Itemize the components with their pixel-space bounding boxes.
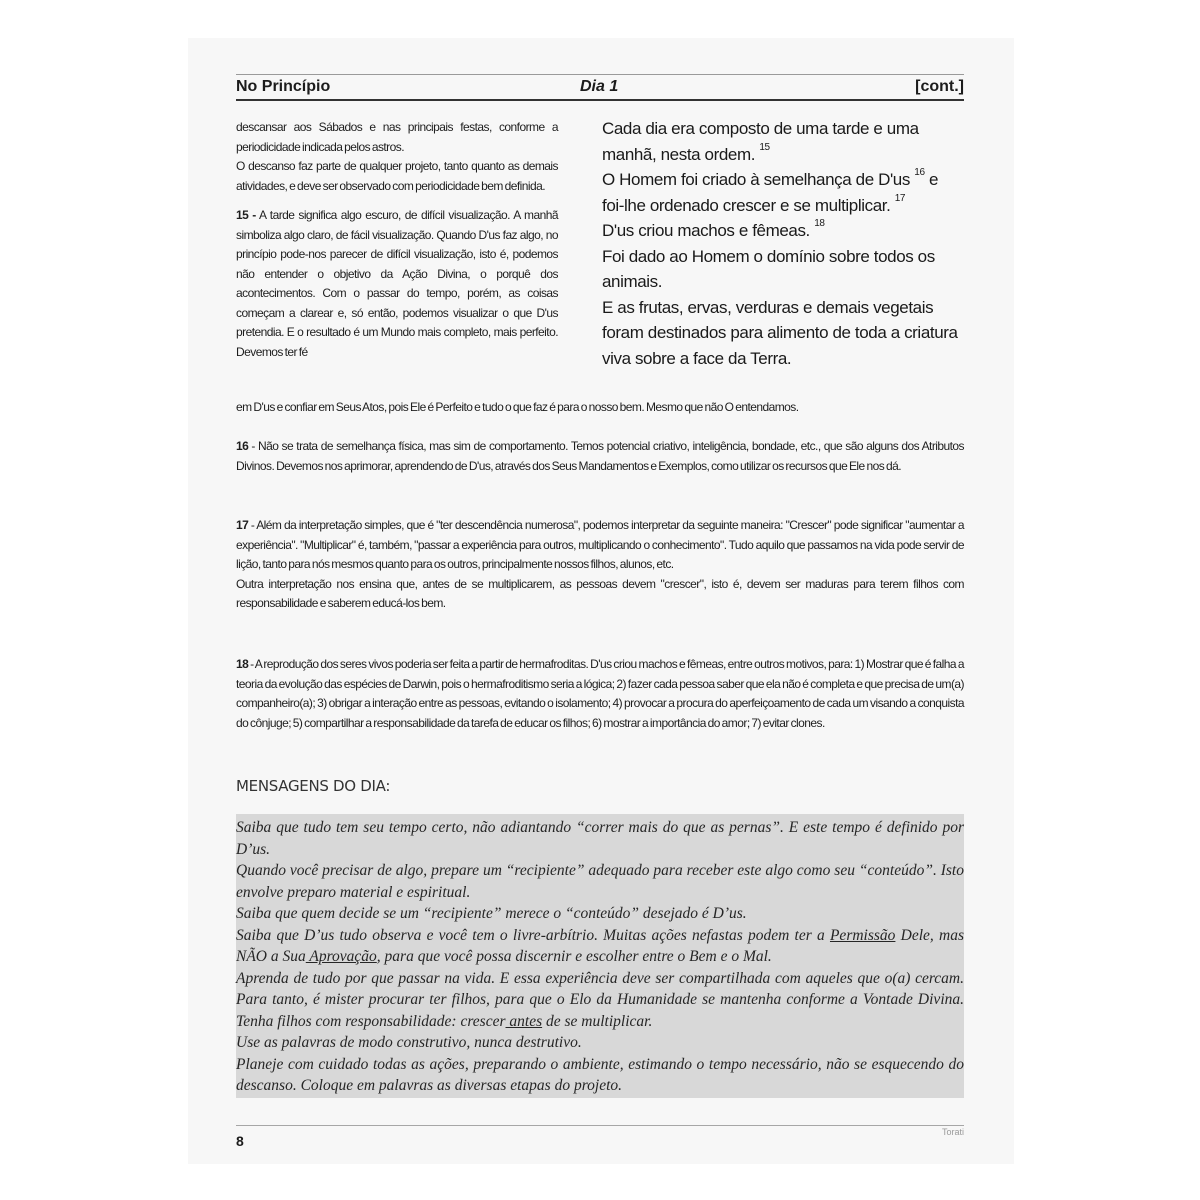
message-5: Aprenda de tudo por que passar na vida. E essa experiência deve ser compartilhada com aqueles que o(a) cercam. Para tanto, é mister procurar ter filhos, para que o Elo da Humanidade se mantenha conforme a Vontade Divina. Tenha filhos com responsabilidade: crescer antes de se multiplicar. xyxy=(236,969,964,1030)
right-column-verses xyxy=(602,116,964,371)
footnote-ref-17[interactable]: 17 xyxy=(894,192,906,204)
message-6: Use as palavras de modo construtivo, nunca destrutivo. xyxy=(236,1034,582,1051)
message-4: Saiba que D’us tudo observa e você tem o livre-arbítrio. Muitas ações nefastas podem ter a Permissão Dele, mas NÃO a Sua Aprovação, para que você possa discernir e escolher entre o Bem e o Mal. xyxy=(236,926,964,965)
footnote-16 xyxy=(236,437,964,476)
footnote-15 xyxy=(236,206,558,362)
running-header xyxy=(236,74,964,101)
page-number: 8 xyxy=(236,1133,244,1149)
verse-line-5: E as frutas, ervas, verduras e demais vegetais foram destinados para alimento de toda a criatura viva sobre a face da Terra. xyxy=(602,297,958,368)
message-1: Saiba que tudo tem seu tempo certo, não adiantando “correr mais do que as pernas”. E este tempo é definido por D’us. xyxy=(236,819,964,858)
footnote-18-number: 18 xyxy=(236,657,249,671)
footnote-17 xyxy=(236,516,964,614)
messages-box xyxy=(236,814,964,1098)
underlined-aprovacao: Aprovação xyxy=(305,948,377,965)
messages-heading: MENSAGENS DO DIA: xyxy=(236,777,391,795)
verse-line-3: D'us criou machos e fêmeas. $^{18}$ xyxy=(602,218,825,240)
header-section-title: No Princípio xyxy=(236,78,331,95)
footnote-18-text: - A reprodução dos seres vivos poderia ser feita a partir de hermafroditas. D'us criou machos e fêmeas, entre outros motivos, para: 1) Mostrar que é falha a teoria da evolução das espécies de Darwin, pois o hermafroditismo seria a lógica; 2) fazer cada pessoa saber que ela não é completa e que precisa de um(a) companheiro(a); 3) obrigar a interação entre as pessoas, evitando o isolamento; 4) provocar a procura do aperfeiçoamento de cada um visando a conquista do cônjuge; 5) compartilhar a responsabilidade da tarefa de educar os filhos; 6) mostrar a importância do amor; 7) evitar clones. xyxy=(236,657,964,730)
footnote-17-text-2: Outra interpretação nos ensina que, antes de se multiplicarem, as pessoas devem "crescer", isto é, devem ser maduras para terem filhos com responsabilidade e saberem educá-los bem. xyxy=(236,576,964,610)
verse-line-1: Cada dia era composto de uma tarde e uma manhã, nesta ordem. $^{15}$ xyxy=(602,119,919,164)
left-column xyxy=(236,118,558,362)
footnote-16-number: 16 xyxy=(236,439,249,453)
footnote-17-text: - Além da interpretação simples, que é "ter descendência numerosa", podemos interpretar da seguinte maneira: "Crescer" pode significar "aumentar a experiência". "Multiplicar" é, também, "passar a experiência para outros, multiplicando o conhecimento". Tudo aquilo que passamos na vida pode servir de lição, tanto para nós mesmos quanto para os outros, principalmente nossos filhos, alunos, etc. xyxy=(236,518,964,571)
message-7: Planeje com cuidado todas as ações, preparando o ambiente, estimando o tempo necessário, não se esquecendo do descanso. Coloque em palavras as diversas etapas do projeto. xyxy=(236,1055,964,1094)
footnote-ref-16[interactable]: 16 xyxy=(914,167,925,178)
footnote-17-number: 17 xyxy=(236,518,249,532)
footer-rule xyxy=(236,1125,964,1126)
footer-author: Torati xyxy=(941,1127,964,1137)
message-3: Saiba que quem decide se um “recipiente” merece o “conteúdo” desejado é D’us. xyxy=(236,905,747,922)
footnote-ref-18[interactable]: 18 xyxy=(814,218,825,229)
footnote-15-text: A tarde significa algo escuro, de difícil visualização. A manhã simboliza algo claro, de fácil visualização. Quando D'us faz algo, no princípio pode-nos parecer de difícil visualização, isto é, podemos não entender o objetivo da Ação Divina, o porquê dos acontecimentos. Com o passar do tempo, porém, as coisas começam a clarear e, só então, podemos visualizar o que D'us pretendia. E o resultado é um Mundo mais completo, mais perfeito. Devemos ter fé xyxy=(236,208,559,359)
message-2: Quando você precisar de algo, prepare um “recipiente” adequado para receber este algo como seu “conteúdo”. Isto envolve preparo material e espiritual. xyxy=(236,862,964,901)
footnote-15-number: 15 - xyxy=(236,208,256,222)
left-paragraph-2: O descanso faz parte de qualquer projeto, tanto quanto as demais atividades, e deve ser observado com periodicidade bem definida. xyxy=(236,159,558,193)
footnote-ref-15[interactable]: 15 xyxy=(759,141,770,153)
header-day: Dia 1 xyxy=(580,78,619,95)
underlined-permissao: Permissão xyxy=(829,926,896,944)
left-paragraph-1: descansar aos Sábados e nas principais festas, conforme a periodicidade indicada pelos astros. xyxy=(236,120,558,154)
underlined-antes: antes xyxy=(505,1012,543,1030)
verse-line-4: Foi dado ao Homem o domínio sobre todos os animais. xyxy=(602,246,935,291)
verse-line-2: O Homem foi criado à semelhança de D'us $^{16}$ e foi-lhe ordenado crescer e se multiplicar. $^{17}$ xyxy=(602,167,939,215)
footnote-18 xyxy=(236,655,964,733)
footnote-15-continuation: em D'us e confiar em Seus Atos, pois Ele é Perfeito e tudo o que faz é para o nosso bem. Mesmo que não O entendamos. xyxy=(236,400,799,414)
footnote-16-text: - Não se trata de semelhança física, mas sim de comportamento. Temos potencial criativo, inteligência, bondade, etc., que são alguns dos Atributos Divinos. Devemos nos aprimorar, aprendendo de D'us, através dos Seus Mandamentos e Exemplos, como utilizar os recursos que Ele nos dá. xyxy=(236,439,964,473)
header-continued: [cont.] xyxy=(915,78,964,95)
